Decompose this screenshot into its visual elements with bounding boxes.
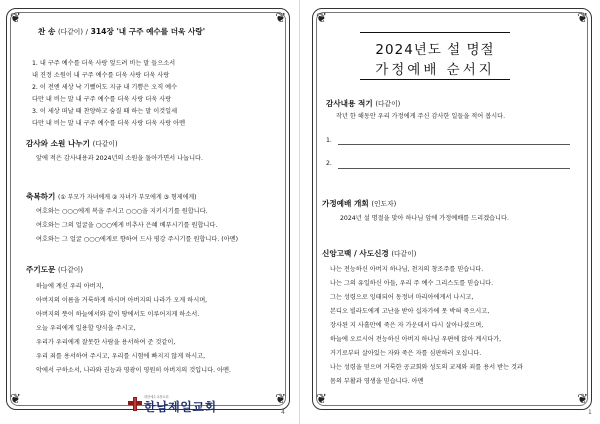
- hymn-line: 1. 내 구주 예수를 더욱 사랑 엎드려 비는 말 들으소서: [32, 60, 176, 67]
- church-name: 한남제일교회: [144, 400, 217, 414]
- corner-ornament-icon: ❦: [316, 392, 327, 407]
- reflection-heading: [26, 140, 118, 148]
- prayer-line: 아버지의 뜻이 하늘에서와 같이 땅에서도 이루어지게 하소서.: [36, 311, 200, 318]
- hymn-separator: /: [85, 28, 88, 36]
- hymn-line: 다만 내 비는 말 내 구주 예수를 더욱 사랑 더욱 사랑: [32, 96, 172, 103]
- corner-ornament-icon: ❦: [577, 392, 588, 407]
- hymn-together: (다같이): [57, 28, 83, 36]
- opening-heading: [322, 200, 396, 208]
- hymn-line: 3. 이 세상 떠날 때 찬양하고 숨질 때 하는 말 이것일세: [32, 108, 178, 115]
- gratitude-item-1: 1.: [326, 137, 332, 144]
- creed-heading-text: 신앙고백 / 사도신경: [322, 249, 389, 258]
- hymn-line: 다만 내 비는 말 내 구주 예수를 더욱 사랑 더욱 사랑 아멘: [32, 120, 186, 127]
- corner-ornament-icon: ❦: [275, 11, 286, 26]
- creed-line: 나는 전능하신 아버지 하나님, 천지의 창조주를 믿습니다.: [330, 266, 484, 273]
- opening-sub: (인도자): [371, 200, 397, 208]
- church-cross-icon: [128, 397, 142, 411]
- prayer-sub: (다같이): [58, 266, 84, 274]
- prayer-line: 악에서 구하소서, 나라와 권능과 영광이 영원히 아버지의 것입니다. 아멘.: [36, 367, 231, 374]
- creed-line: 나는 그의 유일하신 아들, 우리 주 예수 그리스도를 믿습니다.: [330, 280, 494, 287]
- corner-ornament-icon: ❦: [275, 392, 286, 407]
- prayer-line: 우리 죄를 용서하여 주시고, 우리를 시험에 빠지지 않게 하시고,: [36, 353, 206, 360]
- hymn-header: [38, 28, 205, 36]
- blessing-line: 여호와는 그의 얼굴을 ○○○에게 비추사 은혜 베푸시기를 원합니다.: [36, 222, 218, 229]
- gratitude-item-2: 2.: [326, 160, 332, 167]
- gratitude-text: 작년 한 해동안 우리 가정에게 주신 감사한 일들을 적어 봅시다.: [336, 113, 506, 120]
- hymn-line: 내 진정 소원이 내 구주 예수를 더욱 사랑 더욱 사랑: [32, 72, 170, 79]
- creed-line: 나는 성령을 믿으며 거룩한 공교회와 성도의 교제와 죄를 용서 받는 것과: [330, 364, 524, 371]
- creed-line: 몸의 부활과 영생을 믿습니다. 아멘: [330, 378, 424, 385]
- gratitude-line-2[interactable]: [338, 168, 570, 169]
- title-line-2: 가정예배 순서지: [375, 62, 495, 78]
- blessing-heading-text: 축복하기: [26, 192, 56, 201]
- hymn-line: 2. 이 전엔 세상 낙 기뻤어도 지금 내 기쁨은 오직 예수: [32, 84, 178, 91]
- creed-line: 하늘에 오르시어 전능하신 아버지 하나님 우편에 앉아 계시다가,: [330, 336, 502, 343]
- opening-heading-text: 가정예배 개회: [322, 199, 369, 208]
- gratitude-heading: [326, 100, 400, 108]
- blessing-line: 여호와는 그 얼굴 ○○○에게로 향하여 드사 평강 주시기를 원합니다. (아멘): [36, 236, 239, 243]
- title-box: [360, 32, 510, 80]
- opening-text: 2024년 설 명절을 맞아 하나님 앞에 가정예배를 드리겠습니다.: [340, 215, 509, 222]
- corner-ornament-icon: ❦: [577, 11, 588, 26]
- hymn-title: '내 구주 예수를 더욱 사랑': [116, 27, 206, 36]
- church-denomination: 대한예수교장로회: [144, 395, 169, 399]
- creed-heading: [322, 250, 416, 258]
- prayer-line: 오늘 우리에게 일용할 양식을 주시고,: [36, 325, 136, 332]
- corner-ornament-icon: ❦: [10, 392, 21, 407]
- creed-line: 거기로부터 살아있는 자와 죽은 자를 심판하러 오십니다.: [330, 350, 482, 357]
- blessing-line: 여호와는 ○○○에게 복을 주시고 ○○○을 지키시기를 원합니다.: [36, 208, 208, 215]
- title-line-1: 2024년도 설 명절: [375, 42, 495, 58]
- blessing-heading: [26, 193, 197, 202]
- prayer-line: 우리가 우리에게 잘못한 사람을 용서하여 준 것같이,: [36, 339, 176, 346]
- gratitude-sub: (다같이): [375, 100, 401, 108]
- creed-line: 그는 성령으로 잉태되어 동정녀 마리아에게서 나시고,: [330, 294, 474, 301]
- corner-ornament-icon: ❦: [316, 11, 327, 26]
- hymn-label: 찬 송: [38, 27, 56, 36]
- creed-line: 장사된 지 사흘만에 죽은 자 가운데서 다시 살아나셨으며,: [330, 322, 484, 329]
- creed-line: 본디오 빌라도에게 고난을 받아 십자가에 못 박혀 죽으시고,: [330, 308, 490, 315]
- blessing-options: (① 부모가 자녀에게 ② 자녀가 부모에게 ③ 형제에게): [58, 194, 197, 201]
- reflection-sub: (다같이): [92, 140, 118, 148]
- gratitude-line-1[interactable]: [338, 144, 570, 145]
- reflection-text: 앞에 적은 감사내용과 2024년의 소원을 돌아가면서 나눕니다.: [36, 155, 203, 162]
- prayer-line: 하늘에 계신 우리 아버지,: [36, 283, 104, 290]
- hymn-number: 314장: [90, 27, 114, 36]
- prayer-line: 아버지의 이름을 거룩하게 하시며 아버지의 나라가 오게 하시며,: [36, 297, 208, 304]
- reflection-heading-text: 감사와 소원 나누기: [26, 139, 90, 148]
- creed-sub: (다같이): [391, 250, 417, 258]
- page-number-right: 1: [588, 409, 592, 416]
- page-number-left: 4: [281, 409, 285, 416]
- church-logo: [128, 394, 238, 416]
- corner-ornament-icon: ❦: [10, 11, 21, 26]
- prayer-heading: [26, 266, 83, 274]
- prayer-heading-text: 주기도문: [26, 265, 56, 274]
- gratitude-heading-text: 감사내용 적기: [326, 99, 373, 108]
